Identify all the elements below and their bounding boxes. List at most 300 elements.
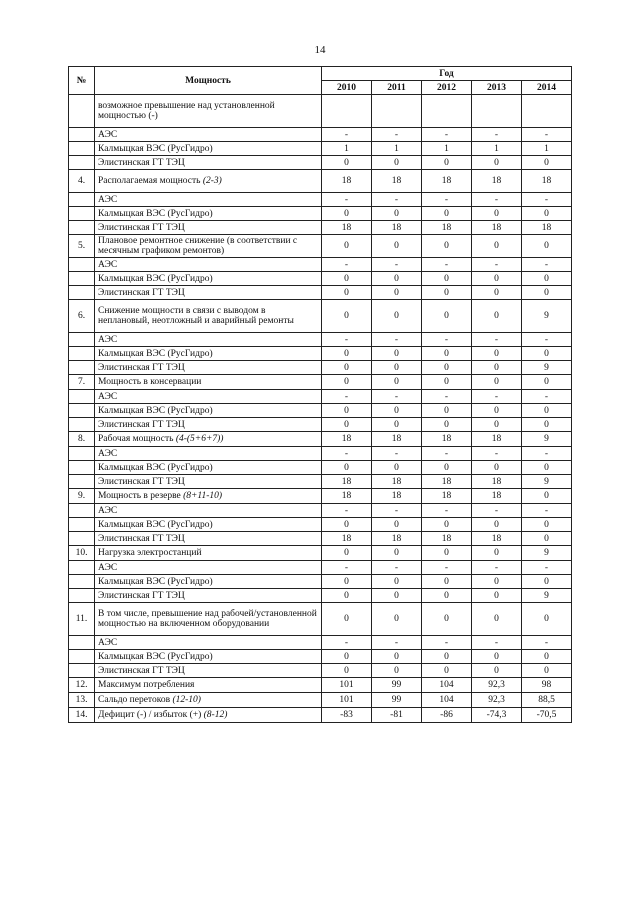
header-year: Год <box>322 67 572 81</box>
value-cell-2011: 0 <box>372 300 422 333</box>
table-row <box>69 390 572 404</box>
value-cell-2013: - <box>472 128 522 142</box>
row-number <box>69 636 95 650</box>
row-label <box>95 650 322 664</box>
row-label <box>95 258 322 272</box>
row-label-text: Калмыцкая ВЭС (РусГидро) <box>98 208 213 219</box>
value-cell-2012: - <box>422 447 472 461</box>
row-label <box>95 347 322 361</box>
value-cell-2010: -83 <box>322 708 372 723</box>
row-label-text: АЭС <box>98 334 118 345</box>
value-cell-2012: 1 <box>422 142 472 156</box>
value-cell-2011: - <box>372 193 422 207</box>
value-cell-2010: - <box>322 333 372 347</box>
table-row <box>69 221 572 235</box>
value-cell-2013: 0 <box>472 156 522 170</box>
value-cell-2012: 0 <box>422 361 472 375</box>
table-row <box>69 650 572 664</box>
value-cell-2013: 0 <box>472 404 522 418</box>
row-number <box>69 575 95 589</box>
year-2011: 2011 <box>372 81 422 95</box>
value-cell-2012: 18 <box>422 170 472 193</box>
row-label-text: Калмыцкая ВЭС (РусГидро) <box>98 462 213 473</box>
row-label-text: Калмыцкая ВЭС (РусГидро) <box>98 651 213 662</box>
value-cell-2011: 99 <box>372 678 422 693</box>
value-cell-2014: 9 <box>522 361 572 375</box>
row-formula: (2-3) <box>202 176 222 186</box>
row-label <box>95 361 322 375</box>
value-cell-2010: 0 <box>322 272 372 286</box>
row-label <box>95 693 322 708</box>
row-label <box>95 156 322 170</box>
value-cell-2010: 18 <box>322 532 372 546</box>
value-cell-2010: 0 <box>322 207 372 221</box>
row-number <box>69 475 95 489</box>
value-cell-2012: 0 <box>422 603 472 636</box>
value-cell-2013: - <box>472 333 522 347</box>
value-cell-2014: -70,5 <box>522 708 572 723</box>
value-cell-2011: 99 <box>372 693 422 708</box>
value-cell-2010: - <box>322 636 372 650</box>
row-label-text: АЭС <box>98 637 118 648</box>
row-number <box>69 142 95 156</box>
row-number <box>69 95 95 128</box>
value-cell-2013: 92,3 <box>472 678 522 693</box>
value-cell-2011: - <box>372 447 422 461</box>
value-cell-2010: 0 <box>322 518 372 532</box>
row-number: 12. <box>69 678 95 693</box>
value-cell-2014: 9 <box>522 432 572 447</box>
value-cell-2010: 0 <box>322 603 372 636</box>
table-row <box>69 589 572 603</box>
row-number <box>69 286 95 300</box>
value-cell-2014: - <box>522 258 572 272</box>
value-cell-2010: - <box>322 504 372 518</box>
row-label-text: Рабочая мощность <box>98 434 174 444</box>
row-number: 7. <box>69 375 95 390</box>
value-cell-2013: - <box>472 636 522 650</box>
value-cell-2014: - <box>522 561 572 575</box>
value-cell-2011: 0 <box>372 418 422 432</box>
value-cell-2013: -74,3 <box>472 708 522 723</box>
value-cell-2013: 0 <box>472 375 522 390</box>
value-cell-2014: 0 <box>522 347 572 361</box>
value-cell-2011: 0 <box>372 650 422 664</box>
row-label <box>95 95 322 128</box>
row-number <box>69 193 95 207</box>
value-cell-2013: 0 <box>472 361 522 375</box>
value-cell-2011: 0 <box>372 207 422 221</box>
table-row <box>69 95 572 128</box>
value-cell-2013: 1 <box>472 142 522 156</box>
value-cell-2014: 98 <box>522 678 572 693</box>
row-label <box>95 142 322 156</box>
value-cell-2014: - <box>522 447 572 461</box>
value-cell-2013: 0 <box>472 664 522 678</box>
value-cell-2011: 18 <box>372 532 422 546</box>
value-cell-2010: 0 <box>322 461 372 475</box>
value-cell-2010: 0 <box>322 575 372 589</box>
row-label <box>95 708 322 723</box>
row-label <box>95 286 322 300</box>
row-label <box>95 603 322 636</box>
row-label-text: Плановое ремонтное снижение (в соответствии с месячным графиком ремонтов) <box>98 236 298 256</box>
value-cell-2010: - <box>322 561 372 575</box>
table-row <box>69 235 572 258</box>
value-cell-2012: 18 <box>422 475 472 489</box>
table-row <box>69 272 572 286</box>
row-number <box>69 532 95 546</box>
row-label-text: АЭС <box>98 391 118 402</box>
row-label <box>95 575 322 589</box>
value-cell-2010: 0 <box>322 664 372 678</box>
value-cell-2013: 18 <box>472 532 522 546</box>
value-cell-2010: 18 <box>322 170 372 193</box>
value-cell-2012: 0 <box>422 375 472 390</box>
row-label <box>95 128 322 142</box>
value-cell-2013: 18 <box>472 432 522 447</box>
value-cell-2012: 18 <box>422 221 472 235</box>
value-cell-2012: 0 <box>422 418 472 432</box>
value-cell-2013: 18 <box>472 221 522 235</box>
value-cell-2010: 0 <box>322 418 372 432</box>
row-label-text: Располагаемая мощность <box>98 176 201 186</box>
table-row <box>69 664 572 678</box>
value-cell-2011: - <box>372 128 422 142</box>
value-cell-2010: - <box>322 258 372 272</box>
value-cell-2010 <box>322 95 372 128</box>
row-number: 6. <box>69 300 95 333</box>
value-cell-2012: 0 <box>422 235 472 258</box>
year-2013: 2013 <box>472 81 522 95</box>
row-label-text: Элистинская ГТ ТЭЦ <box>98 362 185 373</box>
table-row <box>69 375 572 390</box>
row-number: 4. <box>69 170 95 193</box>
value-cell-2012: 0 <box>422 575 472 589</box>
value-cell-2010: - <box>322 193 372 207</box>
row-label-text: Элистинская ГТ ТЭЦ <box>98 590 185 601</box>
value-cell-2014: 1 <box>522 142 572 156</box>
value-cell-2012: 0 <box>422 286 472 300</box>
row-label <box>95 418 322 432</box>
row-number <box>69 404 95 418</box>
row-label-text: Мощность в консервации <box>98 377 202 387</box>
row-label-text: Элистинская ГТ ТЭЦ <box>98 533 185 544</box>
row-label-text: Нагрузка электростанций <box>98 548 202 558</box>
row-label <box>95 207 322 221</box>
value-cell-2012: 18 <box>422 432 472 447</box>
row-number <box>69 461 95 475</box>
value-cell-2010: 101 <box>322 693 372 708</box>
value-cell-2013: 0 <box>472 589 522 603</box>
table-row <box>69 258 572 272</box>
value-cell-2012: 0 <box>422 300 472 333</box>
value-cell-2013: 0 <box>472 461 522 475</box>
header-row <box>69 67 572 81</box>
value-cell-2014: 0 <box>522 235 572 258</box>
row-number <box>69 390 95 404</box>
value-cell-2013: 0 <box>472 603 522 636</box>
table-row <box>69 475 572 489</box>
value-cell-2013: 18 <box>472 475 522 489</box>
row-number: 10. <box>69 546 95 561</box>
row-label <box>95 489 322 504</box>
value-cell-2010: 101 <box>322 678 372 693</box>
row-number: 11. <box>69 603 95 636</box>
row-label <box>95 375 322 390</box>
table-row <box>69 603 572 636</box>
value-cell-2013: 0 <box>472 235 522 258</box>
value-cell-2012: - <box>422 504 472 518</box>
value-cell-2012: - <box>422 636 472 650</box>
row-label-text: АЭС <box>98 194 118 205</box>
row-label-text: Калмыцкая ВЭС (РусГидро) <box>98 405 213 416</box>
row-label-text: Максимум потребления <box>98 680 195 690</box>
value-cell-2010: 0 <box>322 589 372 603</box>
table-row <box>69 333 572 347</box>
value-cell-2010: 18 <box>322 475 372 489</box>
value-cell-2011 <box>372 95 422 128</box>
value-cell-2010: 0 <box>322 404 372 418</box>
value-cell-2010: 0 <box>322 300 372 333</box>
value-cell-2012: 104 <box>422 678 472 693</box>
row-number <box>69 347 95 361</box>
row-label-text: Элистинская ГТ ТЭЦ <box>98 476 185 487</box>
value-cell-2010: 18 <box>322 221 372 235</box>
value-cell-2014: 0 <box>522 461 572 475</box>
value-cell-2014: 9 <box>522 589 572 603</box>
table-body <box>69 95 572 723</box>
row-number: 8. <box>69 432 95 447</box>
value-cell-2011: 0 <box>372 575 422 589</box>
row-label <box>95 235 322 258</box>
row-formula: (8+11-10) <box>183 491 223 501</box>
row-number <box>69 518 95 532</box>
value-cell-2013: - <box>472 561 522 575</box>
value-cell-2010: 0 <box>322 361 372 375</box>
row-label-text: Дефицит (-) / избыток (+) <box>98 710 202 720</box>
value-cell-2012: 0 <box>422 272 472 286</box>
value-cell-2010: - <box>322 390 372 404</box>
table-row <box>69 636 572 650</box>
value-cell-2013 <box>472 95 522 128</box>
value-cell-2014: 0 <box>522 286 572 300</box>
value-cell-2013: - <box>472 193 522 207</box>
table-row <box>69 193 572 207</box>
value-cell-2014: 0 <box>522 375 572 390</box>
table-row <box>69 447 572 461</box>
value-cell-2013: 0 <box>472 575 522 589</box>
row-number <box>69 207 95 221</box>
value-cell-2011: 0 <box>372 461 422 475</box>
value-cell-2010: 0 <box>322 375 372 390</box>
value-cell-2010: 18 <box>322 432 372 447</box>
row-label <box>95 475 322 489</box>
table-row <box>69 504 572 518</box>
value-cell-2013: 0 <box>472 207 522 221</box>
table-row <box>69 546 572 561</box>
header-power: Мощность <box>95 67 322 95</box>
value-cell-2013: - <box>472 390 522 404</box>
value-cell-2014: 18 <box>522 221 572 235</box>
value-cell-2014: - <box>522 390 572 404</box>
value-cell-2014: 18 <box>522 170 572 193</box>
year-2014: 2014 <box>522 81 572 95</box>
value-cell-2011: 0 <box>372 361 422 375</box>
row-label <box>95 546 322 561</box>
row-label-text: Мощность в резерве <box>98 491 181 501</box>
row-label-text: АЭС <box>98 562 118 573</box>
row-label-text: АЭС <box>98 505 118 516</box>
row-label <box>95 561 322 575</box>
value-cell-2010: 0 <box>322 347 372 361</box>
table-row <box>69 432 572 447</box>
row-number: 13. <box>69 693 95 708</box>
value-cell-2011: - <box>372 258 422 272</box>
value-cell-2014: 0 <box>522 272 572 286</box>
value-cell-2013: 0 <box>472 546 522 561</box>
value-cell-2014: - <box>522 193 572 207</box>
row-label-text: Элистинская ГТ ТЭЦ <box>98 157 185 168</box>
value-cell-2014: 0 <box>522 418 572 432</box>
row-label <box>95 300 322 333</box>
row-number <box>69 258 95 272</box>
row-label-text: Сальдо перетоков <box>98 695 171 705</box>
row-label-text: Калмыцкая ВЭС (РусГидро) <box>98 576 213 587</box>
value-cell-2012: 0 <box>422 156 472 170</box>
row-label <box>95 518 322 532</box>
value-cell-2012: - <box>422 333 472 347</box>
value-cell-2013: 18 <box>472 489 522 504</box>
row-label <box>95 390 322 404</box>
value-cell-2011: 0 <box>372 375 422 390</box>
value-cell-2014: 0 <box>522 156 572 170</box>
year-2010: 2010 <box>322 81 372 95</box>
row-label <box>95 193 322 207</box>
value-cell-2012: 0 <box>422 664 472 678</box>
value-cell-2013: - <box>472 504 522 518</box>
value-cell-2011: - <box>372 561 422 575</box>
value-cell-2014: 0 <box>522 575 572 589</box>
value-cell-2014: 0 <box>522 489 572 504</box>
value-cell-2014: - <box>522 333 572 347</box>
value-cell-2012: 104 <box>422 693 472 708</box>
value-cell-2011: 0 <box>372 272 422 286</box>
value-cell-2012: - <box>422 390 472 404</box>
row-label <box>95 432 322 447</box>
value-cell-2012: 18 <box>422 489 472 504</box>
value-cell-2011: 0 <box>372 156 422 170</box>
value-cell-2011: 0 <box>372 664 422 678</box>
row-label <box>95 272 322 286</box>
value-cell-2013: 0 <box>472 272 522 286</box>
row-label <box>95 664 322 678</box>
value-cell-2012: 0 <box>422 461 472 475</box>
value-cell-2011: 0 <box>372 286 422 300</box>
table-row <box>69 489 572 504</box>
table-row <box>69 156 572 170</box>
value-cell-2011: 18 <box>372 170 422 193</box>
header-number: № <box>69 67 95 95</box>
table-row <box>69 207 572 221</box>
value-cell-2010: 0 <box>322 650 372 664</box>
row-label <box>95 221 322 235</box>
value-cell-2012: 0 <box>422 546 472 561</box>
value-cell-2014 <box>522 95 572 128</box>
row-label <box>95 461 322 475</box>
value-cell-2012: 0 <box>422 589 472 603</box>
value-cell-2014: 9 <box>522 546 572 561</box>
row-label-text: Калмыцкая ВЭС (РусГидро) <box>98 519 213 530</box>
row-label <box>95 678 322 693</box>
table-row <box>69 170 572 193</box>
value-cell-2011: 0 <box>372 347 422 361</box>
value-cell-2012: 0 <box>422 518 472 532</box>
value-cell-2013: - <box>472 447 522 461</box>
value-cell-2014: 0 <box>522 404 572 418</box>
value-cell-2011: 0 <box>372 235 422 258</box>
value-cell-2013: 0 <box>472 418 522 432</box>
value-cell-2013: 0 <box>472 286 522 300</box>
row-label <box>95 333 322 347</box>
table-row <box>69 693 572 708</box>
value-cell-2011: - <box>372 333 422 347</box>
row-label-text: В том числе, превышение над рабочей/установленной мощностью на включенном оборудовании <box>98 609 317 629</box>
row-number: 14. <box>69 708 95 723</box>
row-label-text: АЭС <box>98 259 118 270</box>
value-cell-2012: 18 <box>422 532 472 546</box>
row-formula: (4-(5+6+7)) <box>175 434 224 444</box>
value-cell-2011: - <box>372 504 422 518</box>
year-2012: 2012 <box>422 81 472 95</box>
value-cell-2012: - <box>422 561 472 575</box>
page-number: 14 <box>314 44 326 56</box>
row-number <box>69 418 95 432</box>
value-cell-2014: 0 <box>522 603 572 636</box>
value-cell-2012: 0 <box>422 207 472 221</box>
value-cell-2010: 1 <box>322 142 372 156</box>
table-row <box>69 300 572 333</box>
table-row <box>69 461 572 475</box>
value-cell-2014: 0 <box>522 664 572 678</box>
row-number <box>69 156 95 170</box>
value-cell-2014: 0 <box>522 518 572 532</box>
row-label-text: Калмыцкая ВЭС (РусГидро) <box>98 273 213 284</box>
value-cell-2013: 0 <box>472 518 522 532</box>
value-cell-2011: 0 <box>372 404 422 418</box>
table-row <box>69 518 572 532</box>
value-cell-2011: 0 <box>372 518 422 532</box>
table-row <box>69 404 572 418</box>
value-cell-2012: - <box>422 193 472 207</box>
value-cell-2014: 9 <box>522 475 572 489</box>
row-formula: (8-12) <box>203 710 228 720</box>
value-cell-2014: - <box>522 128 572 142</box>
row-label <box>95 504 322 518</box>
value-cell-2013: - <box>472 258 522 272</box>
table-row <box>69 128 572 142</box>
value-cell-2010: - <box>322 447 372 461</box>
row-number <box>69 650 95 664</box>
row-number <box>69 664 95 678</box>
table-row <box>69 532 572 546</box>
row-label-text: Калмыцкая ВЭС (РусГидро) <box>98 143 213 154</box>
value-cell-2014: 0 <box>522 650 572 664</box>
value-cell-2012: -86 <box>422 708 472 723</box>
value-cell-2014: - <box>522 636 572 650</box>
row-label-text: возможное превышение над установленной мощностью (-) <box>98 101 275 121</box>
row-label <box>95 404 322 418</box>
